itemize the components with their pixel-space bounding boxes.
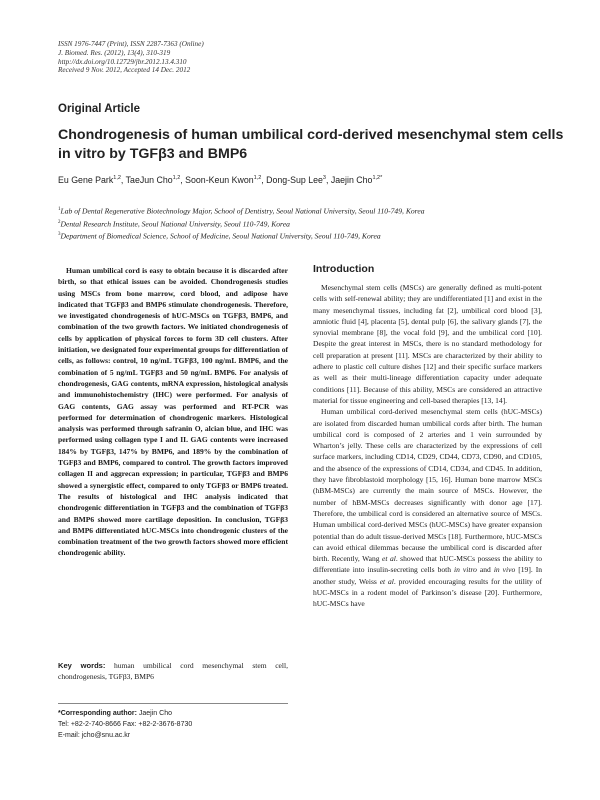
- journal-header: [58, 40, 204, 75]
- intro-paragraph-1: Mesenchymal stem cells (MSCs) are generally defined as multi-potent cells with self-renewal ability; they are undifferentiated [1] and exist in the many mesenchymal tissues, including fat [2], umbilical cord blood [3], amniotic fluid [4], placenta [5], dental pulp [6], the salivary glands [7], the synovial membrane [8], the vocal fold [9], and the umbilical cord [10]. Despite the great interest in MSCs, there is no standard methodology for cell preparation at present [11]. MSCs are characterized by their ability to adhere to plastic cell culture dishes [12] and their specific surface markers as well as their multi-lineage differentiation capacity under adequate conditions [11]. Because of this ability, MSCs are considered an attractive material for tissue engineering and cell-based therapies [13, 14].: [313, 283, 542, 405]
- abstract-text: Human umbilical cord is easy to obtain because it is discarded after birth, so that ethical issues can be avoided. Chondrogenesis studies using MSCs from bone marrow, cord blood, and adipose have indicated that TGFβ3 and BMP6 stimulate chondrogenesis. Therefore, we investigated chondrogenesis of hUC-MSCs on TGFβ3, BMP6, and combination of the two growth factors. We initiated chondrogenesis of cells by application of physical forces to form 3D cell clusters. After initiation, we designated four experimental groups for differentiation of cells, as follows: control, 10 ng/mL TGFβ3, 100 ng/mL BMP6, and the combination of 5 ng/mL TGFβ3 and 50 ng/mL BMP6. For analysis of chondrogenesis, GAG contents, mRNA expression, histological analysis and immunohistochemistry (IHC) were performed. For analysis of GAG contents, GAG assay was performed and RT-PCR was performed for determination of chondrogenic markers. Histological analysis was performed through safranin O, alcian blue, and IHC was performed using collagen type I and II. GAG contents were increased 184% by TGFβ3, 147% by BMP6, and 189% by the combination of TGFβ3 and BMP6, compared to control. The growth factors improved collagen II and aggrecan expression; in particular, TGFβ3 and BMP6 showed a synergistic effect, compared to only TGFβ3 or BMP6 treated. The results of histological and IHC analysis indicated that chondrogenic differentiation in TGFβ3 and the combination of TGFβ3 and BMP6 showed more cartilage deposition. In conclusion, TGFβ3 and BMP6 differentiated hUC-MSCs into chondrogenic clusters of the combination treatment of the two growth factors showed more efficient chondrogenic ability.: [58, 266, 288, 558]
- author: Jaejin Cho$^{1,2*}$: [330, 175, 383, 185]
- article-title: Chondrogenesis of human umbilical cord-derived mesenchymal stem cells in vitro by TGFβ3 and BMP6: [58, 127, 564, 162]
- affiliation: $^1$Lab of Dental Regenerative Biotechnology Major, School of Dentistry, Seoul National University, Seoul 110-749, Korea: [58, 206, 425, 216]
- author: Eu Gene Park$^{1,2}$,: [58, 175, 126, 185]
- keywords-label: Key words:: [58, 661, 106, 670]
- corresponding-name: Jaejin Cho: [136, 710, 172, 717]
- author: Dong-Sup Lee$^3$,: [266, 175, 331, 185]
- introduction-body: [313, 282, 542, 610]
- corresponding-tel: Tel: +82-2-740-8666 Fax: +82-2-3676-8730: [58, 720, 193, 728]
- affiliations: [58, 204, 425, 242]
- keywords: [58, 660, 288, 683]
- journal-citation: J. Biomed. Res. (2012), 13(4), 310-319: [58, 48, 171, 57]
- intro-paragraph-2: Human umbilical cord-derived mesenchymal stem cells (hUC-MSCs) are isolated from discarded human umbilical cords after birth. The human umbilical cord is composed of 2 arteries and 1 vein surrounded by Wharton’s jelly. These cells are characterized by the expressions of cell surface markers, including CD14, CD29, CD44, CD73, CD90, and CD105, and the absence of the expressions of CD14, CD34, and CD45. In addition, they have fibroblastoid morphology [15, 16]. Human bone marrow MSCs (hBM-MSCs) are currently the main source of MSCs. However, the number of hBM-MSCs decreases significantly with donor age [17]. Therefore, the umbilical cord is considered an alternative source of MSCs. Human umbilical cord-derived MSCs (hUC-MSCs) have greater expansion potential than do adult tissue-derived MSCs [18]. Furthermore, hUC-MSCs can avoid ethical dilemmas because the umbilical cord is discarded after birth. Recently, Wang et al. showed that hUC-MSCs possess the ability to differentiate into insulin-secreting cells both in vitro and in vivo [19]. In another study, Weiss et al. provided encouraging results for the utility of hUC-MSCs in a rodent model of Parkinson’s disease [20]. Furthermore, hUC-MSCs have: [313, 407, 543, 609]
- correspondence: [58, 709, 192, 742]
- author-list: [58, 175, 382, 185]
- introduction-heading: Introduction: [313, 263, 375, 275]
- keywords-text: human umbilical cord mesenchymal stem cell, chondrogenesis, TGFβ3, BMP6: [58, 661, 288, 682]
- affiliation: $^3$Department of Biomedical Science, School of Medicine, Seoul National University, Seoul 110-749, Korea: [58, 232, 381, 241]
- corresponding-email[interactable]: E-mail: jcho@snu.ac.kr: [58, 731, 131, 739]
- author: Soon-Keun Kwon$^{1,2}$,: [185, 175, 267, 185]
- corresponding-label: *Corresponding author:: [58, 710, 137, 717]
- article-type: Original Article: [58, 103, 141, 115]
- footnote-divider: [58, 703, 288, 704]
- journal-doi[interactable]: http://dx.doi.org/10.12729/jbr.2012.13.4.310: [58, 57, 187, 66]
- abstract: [58, 265, 288, 559]
- journal-received: Received 9 Nov. 2012, Accepted 14 Dec. 2012: [58, 66, 191, 75]
- journal-issn: ISSN 1976-7447 (Print), ISSN 2287-7363 (Online): [58, 40, 204, 48]
- introduction-section: [313, 263, 542, 610]
- author: TaeJun Cho$^{1,2}$,: [125, 175, 186, 185]
- affiliation: $^2$Dental Research Institute, Seoul National University, Seoul 110-749, Korea: [58, 219, 290, 229]
